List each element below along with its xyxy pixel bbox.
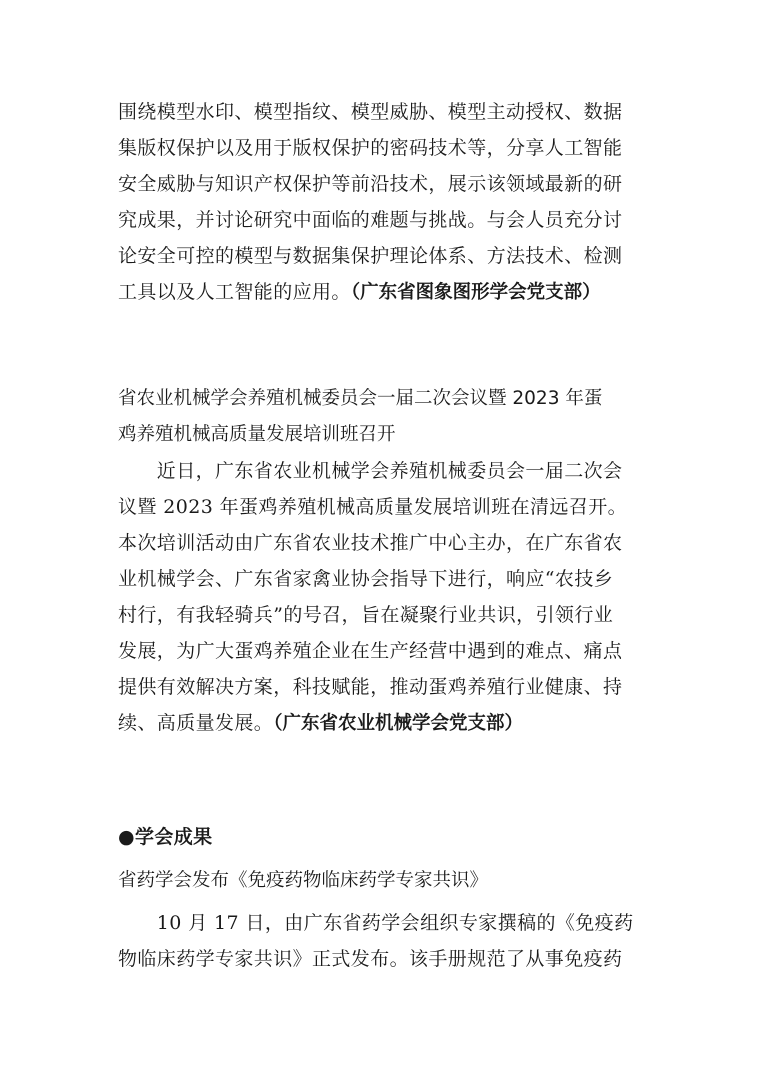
- article-body: [118, 453, 658, 741]
- text-line: 集版权保护以及用于版权保护的密码技术等，分享人工智能: [118, 137, 623, 159]
- text-line: 发展，为广大蛋鸡养殖企业在生产经营中遇到的难点、痛点: [118, 640, 623, 662]
- paragraph-intro: [118, 94, 658, 310]
- source-attribution: （广东省农业机械学会党支部）: [273, 713, 523, 734]
- text-line: 本次培训活动由广东省农业技术推广中心主办，在广东省农: [118, 532, 623, 554]
- text-line: 10 月 17 日，由广东省药学会组织专家撰稿的《免疫药: [118, 912, 634, 934]
- title-line: 省药学会发布《免疫药物临床药学专家共识》: [118, 870, 489, 891]
- text-line: 论安全可控的模型与数据集保护理论体系、方法技术、检测: [118, 245, 623, 267]
- article-title: [118, 381, 658, 453]
- text-line-last: [118, 705, 658, 741]
- title-line: 鸡养殖机械高质量发展培训班召开: [118, 424, 396, 445]
- text-line: 提供有效解决方案，科技赋能，推动蛋鸡养殖行业健康、持: [118, 676, 623, 698]
- article-body: [118, 905, 658, 977]
- text-line: 安全威胁与知识产权保护等前沿技术，展示该领域最新的研: [118, 173, 623, 195]
- section-title: ●学会成果: [118, 826, 213, 848]
- section-heading: [118, 819, 658, 855]
- text-segment: 工具以及人工智能的应用。: [118, 281, 351, 303]
- text-segment: 续、高质量发展。: [118, 712, 274, 734]
- title-line: 省农业机械学会养殖机械委员会一届二次会议暨 2023 年蛋: [118, 388, 603, 409]
- source-attribution: （广东省图象图形学会党支部）: [350, 282, 601, 303]
- text-line: 业机械学会、广东省家禽业协会指导下进行，响应“农技乡: [118, 568, 614, 590]
- text-line: 物临床药学专家共识》正式发布。该手册规范了从事免疫药: [118, 948, 623, 970]
- text-line-last: [118, 274, 658, 310]
- text-line: 村行，有我轻骑兵”的号召，旨在凝聚行业共识，引领行业: [118, 604, 614, 626]
- text-line: 围绕模型水印、模型指纹、模型威胁、模型主动授权、数据: [118, 101, 623, 123]
- text-line: 究成果，并讨论研究中面临的难题与挑战。与会人员充分讨: [118, 209, 623, 231]
- text-line: 近日，广东省农业机械学会养殖机械委员会一届二次会: [118, 460, 623, 482]
- article-title: [118, 863, 658, 899]
- text-line: 议暨 2023 年蛋鸡养殖机械高质量发展培训班在清远召开。: [118, 496, 628, 518]
